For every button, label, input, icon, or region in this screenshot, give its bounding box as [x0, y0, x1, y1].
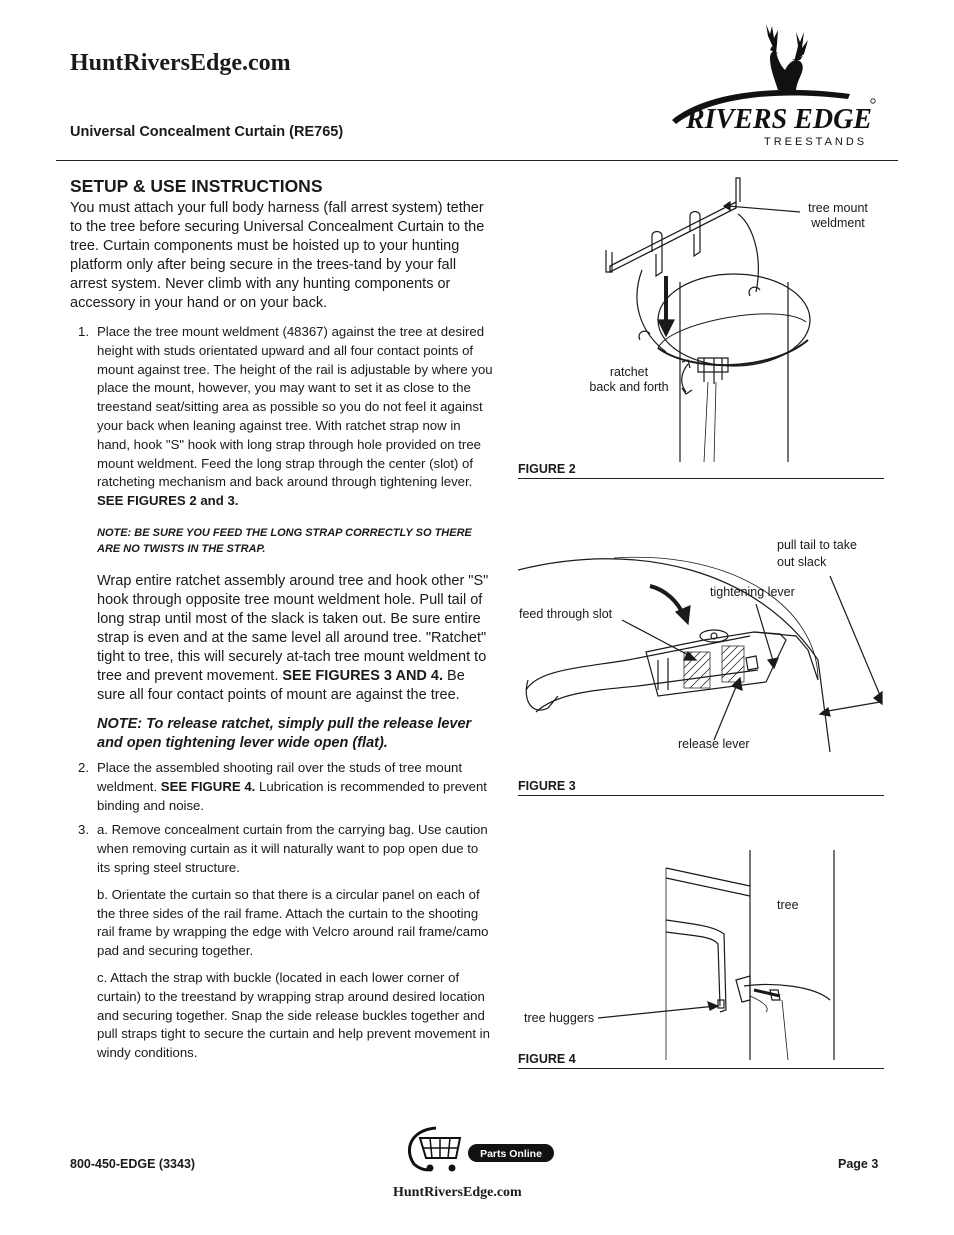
- step-2-body-a: Place the assembled shooting rail over the studs of tree mount weldment.: [97, 759, 463, 794]
- step-1-figure-ref: SEE FIGURES 2 and 3.: [97, 493, 239, 509]
- step-number: 3.: [78, 822, 89, 838]
- figure-4-annotation-tree: tree: [777, 898, 799, 912]
- step-1-body: Place the tree mount weldment (48367) against the tree at desired height with studs orientated upward and all four contact points of mount against tree. The height of the rail is adjustable by where you place the mount, however, you may want to set it as close to the treestand seat/sitting area as possible so you do not feel it against your back when leaning against tree. With ratchet strap now in hand, hook "S" hook with long strap through hole provided on tree mount weldment. Feed the long strap through the center (slot) of ratcheting mechanism and back around through tightening lever.: [97, 324, 493, 490]
- footer-phone: 800-450-EDGE (3343): [70, 1157, 196, 1171]
- figure-2-annotation-tree-mount: tree mount weldment: [808, 201, 868, 230]
- figure-3-label: FIGURE 3: [518, 779, 576, 793]
- step-2-figure-ref: SEE FIGURE 4.: [160, 778, 256, 794]
- figure-4-label: FIGURE 4: [518, 1052, 576, 1066]
- wrap-tail: Be sure all four contact points of mount are against the tree.: [97, 667, 465, 703]
- site-title: HuntRiversEdge.com: [70, 50, 291, 76]
- wrap-ratchet-paragraph: [97, 572, 494, 705]
- figure-3-annotation-feed-slot: feed through slot: [519, 607, 613, 621]
- strap-twist-note: NOTE: BE SURE YOU FEED THE LONG STRAP CORRECTLY SO THERE ARE NO TWISTS IN THE STRAP.: [97, 526, 472, 556]
- intro-paragraph: You must attach your full body harness (fall arrest system) tether to the tree before securing Universal Concealment Curtain to the tree. Curtain components must be hoisted up to your hunting platform only after being secure in the trees-tand by your fall arrest system. Never climb with any hunting components or accessory in your hand or on your back.: [70, 200, 485, 311]
- figure-2-label: FIGURE 2: [518, 462, 576, 476]
- figure-4-rule: [518, 1068, 884, 1069]
- step-3c-text: c. Attach the strap with buckle (located in each lower corner of curtain) to the treestand by wrapping strap around desired location and securing together. Snap the side release buckles together and pull straps tight to secure the curtain and help prevent movement in windy conditions.: [97, 969, 490, 1061]
- parts-online-logo[interactable]: [400, 1120, 556, 1178]
- deer-icon: [766, 24, 808, 90]
- figure-2-rule: [518, 478, 884, 479]
- figure-4-annotation-tree-huggers: tree huggers: [524, 1011, 595, 1025]
- step-number: 1.: [78, 324, 89, 339]
- rivers-edge-logo: [666, 20, 886, 152]
- step-2-text: [97, 759, 494, 815]
- figure-4-illustration: [594, 850, 864, 1060]
- figure-2-annotation-ratchet: ratchet back and forth: [589, 365, 669, 394]
- step-3: [70, 821, 494, 1063]
- release-ratchet-note: NOTE: To release ratchet, simply pull the release lever and open tightening lever wide open (flat).: [97, 715, 472, 751]
- step-2: [70, 759, 494, 815]
- step-3a-text: a. Remove concealment curtain from the carrying bag. Use caution when removing curtain as it will naturally want to pop open due to its spring steel structure.: [97, 822, 488, 875]
- step-3b-text: b. Orientate the curtain so that there is a circular panel on each of the three sides of the rail frame. Attach the curtain to the shooting rail frame by wrapping the edge with Velcro around rail frame/camo pad and securing together.: [97, 886, 489, 959]
- header-divider: [56, 160, 898, 161]
- logo-wordmark: RIVERS EDGE: [686, 104, 872, 135]
- wrap-figure-ref: SEE FIGURES 3 AND 4.: [282, 667, 444, 684]
- figure-3-rule: [518, 795, 884, 796]
- footer-site-link[interactable]: HuntRiversEdge.com: [393, 1185, 522, 1200]
- parts-online-badge-text: Parts Online: [480, 1148, 542, 1160]
- figure-3-annotation-release-lever: release lever: [678, 737, 750, 751]
- instructions-column: [70, 176, 494, 1063]
- step-1-text: [97, 323, 494, 511]
- logo-tagline: TREESTANDS: [764, 136, 868, 148]
- page-number: Page 3: [838, 1157, 879, 1171]
- wrap-body: Wrap entire ratchet assembly around tree and hook other "S" hook through opposite tree mount weldment hole. Pull tail of long strap until most of the slack is taken out. Be sure entire strap is even and at the same level all around tree. "Ratchet" tight to tree, this will securely at-tach tree mount weldment to tree and prevent movement.: [97, 572, 489, 684]
- figure-3-annotation-pull-tail: pull tail to take out slack: [777, 538, 857, 569]
- document-subtitle: Universal Concealment Curtain (RE765): [70, 124, 344, 140]
- step-number: 2.: [78, 759, 89, 775]
- shopping-cart-icon: [409, 1128, 460, 1171]
- step-1: [70, 323, 494, 753]
- figure-3-annotation-tightening-lever: tightening lever: [710, 585, 795, 599]
- step-2-body-b: Lubrication is recommended to prevent binding and noise.: [97, 778, 487, 813]
- figure-3-illustration: [518, 540, 884, 760]
- section-heading: SETUP & USE INSTRUCTIONS: [70, 176, 323, 196]
